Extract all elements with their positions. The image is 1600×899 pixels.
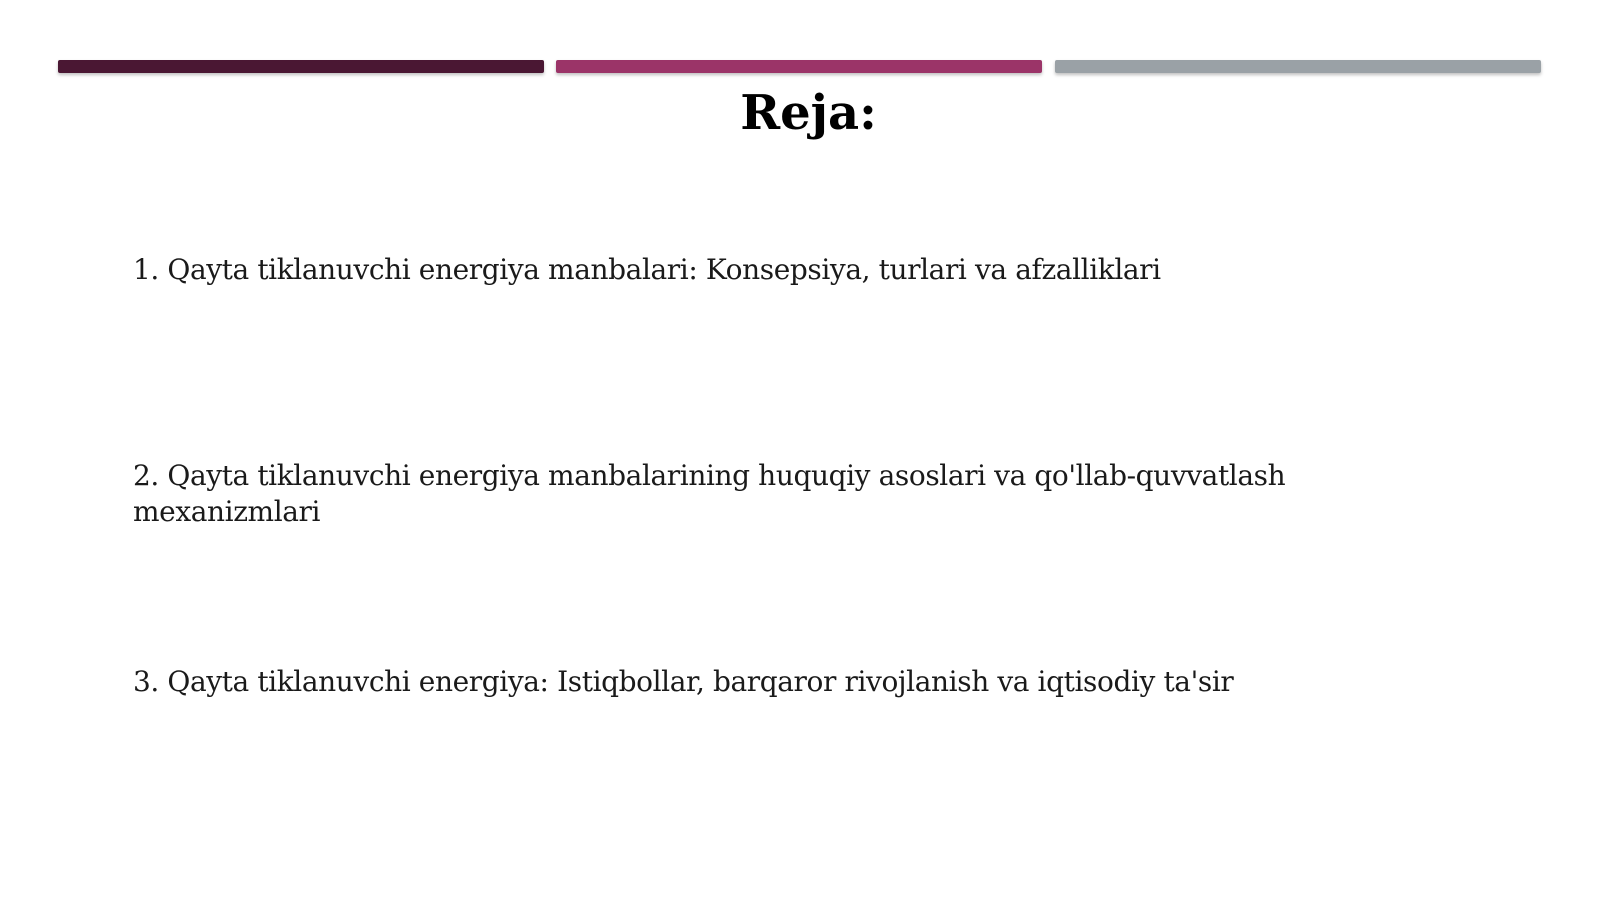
accent-bar-gray: [1055, 60, 1541, 73]
plan-item-1: 1. Qayta tiklanuvchi energiya manbalari: Konsepsiya, turlari va afzalliklari: [133, 253, 1161, 286]
accent-bar-dark-plum: [58, 60, 544, 73]
plan-item-3: 3. Qayta tiklanuvchi energiya: Istiqbollar, barqaror rivojlanish va iqtisodiy ta'sir: [133, 665, 1234, 698]
slide-title: Reja:: [740, 85, 877, 141]
accent-bar-magenta: [556, 60, 1042, 73]
plan-item-2: 2. Qayta tiklanuvchi energiya manbalarining huquqiy asoslari va qo'llab-quvvatlash mexanizmlari: [133, 459, 1286, 528]
